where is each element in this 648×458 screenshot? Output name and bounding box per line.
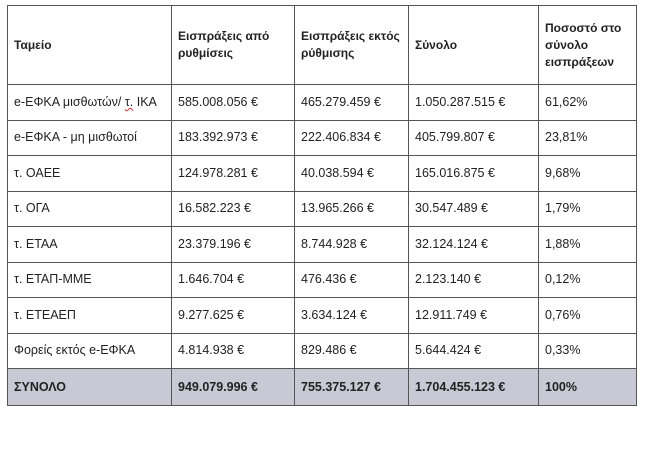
header-outside-arrangements: Εισπράξεις εκτός ρύθμισης — [295, 6, 409, 85]
outside-arrangements-cell: 222.406.834 € — [295, 120, 409, 156]
share-cell: 0,76% — [539, 298, 637, 334]
in-arrangements-cell: 124.978.281 € — [172, 156, 295, 192]
outside-arrangements-cell: 40.038.594 € — [295, 156, 409, 192]
total-cell: 165.016.875 € — [409, 156, 539, 192]
share-cell: 61,62% — [539, 85, 637, 121]
total-cell: 12.911.749 € — [409, 298, 539, 334]
table-row — [8, 333, 637, 369]
fund-cell — [8, 85, 172, 121]
table-row — [8, 85, 637, 121]
grand-total: 1.704.455.123 € — [409, 369, 539, 406]
header-fund: Ταμείο — [8, 6, 172, 85]
spellcheck-flagged-word: τ. — [124, 94, 134, 109]
table-row — [8, 156, 637, 192]
share-cell: 0,33% — [539, 333, 637, 369]
outside-arrangements-cell: 3.634.124 € — [295, 298, 409, 334]
share-cell: 0,12% — [539, 262, 637, 298]
fund-cell: τ. ΟΓΑ — [8, 191, 172, 227]
in-arrangements-cell: 183.392.973 € — [172, 120, 295, 156]
fund-cell: τ. ΟΑΕΕ — [8, 156, 172, 192]
table-row — [8, 191, 637, 227]
share-cell: 1,79% — [539, 191, 637, 227]
fund-text-part: e-ΕΦΚΑ μισθωτών/ — [14, 94, 125, 109]
fund-cell: τ. ΕΤΕΑΕΠ — [8, 298, 172, 334]
in-arrangements-cell: 9.277.625 € — [172, 298, 295, 334]
total-cell: 5.644.424 € — [409, 333, 539, 369]
total-cell: 30.547.489 € — [409, 191, 539, 227]
in-arrangements-cell: 4.814.938 € — [172, 333, 295, 369]
header-total: Σύνολο — [409, 6, 539, 85]
table-row — [8, 298, 637, 334]
fund-cell: τ. ΕΤΑΠ-ΜΜΕ — [8, 262, 172, 298]
table-row — [8, 262, 637, 298]
fund-cell: e-ΕΦΚΑ - μη μισθωτοί — [8, 120, 172, 156]
total-cell: 1.050.287.515 € — [409, 85, 539, 121]
outside-arrangements-cell: 476.436 € — [295, 262, 409, 298]
total-cell: 32.124.124 € — [409, 227, 539, 263]
share-cell: 1,88% — [539, 227, 637, 263]
total-cell: 2.123.140 € — [409, 262, 539, 298]
outside-arrangements-cell: 8.744.928 € — [295, 227, 409, 263]
in-arrangements-cell: 23.379.196 € — [172, 227, 295, 263]
header-row — [8, 6, 637, 85]
fund-cell: τ. ΕΤΑΑ — [8, 227, 172, 263]
total-share: 100% — [539, 369, 637, 406]
table-row — [8, 120, 637, 156]
total-label: ΣΥΝΟΛΟ — [8, 369, 172, 406]
table-row — [8, 227, 637, 263]
share-cell: 23,81% — [539, 120, 637, 156]
outside-arrangements-cell: 465.279.459 € — [295, 85, 409, 121]
fund-cell: Φορείς εκτός e-ΕΦΚΑ — [8, 333, 172, 369]
in-arrangements-cell: 1.646.704 € — [172, 262, 295, 298]
header-share: Ποσοστό στο σύνολο εισπράξεων — [539, 6, 637, 85]
header-in-arrangements: Εισπράξεις από ρυθμίσεις — [172, 6, 295, 85]
total-outside-arrangements: 755.375.127 € — [295, 369, 409, 406]
total-row — [8, 369, 637, 406]
collections-table — [7, 5, 637, 406]
share-cell: 9,68% — [539, 156, 637, 192]
fund-text-part: ΙΚΑ — [133, 94, 157, 109]
outside-arrangements-cell: 13.965.266 € — [295, 191, 409, 227]
in-arrangements-cell: 585.008.056 € — [172, 85, 295, 121]
total-in-arrangements: 949.079.996 € — [172, 369, 295, 406]
in-arrangements-cell: 16.582.223 € — [172, 191, 295, 227]
total-cell: 405.799.807 € — [409, 120, 539, 156]
outside-arrangements-cell: 829.486 € — [295, 333, 409, 369]
